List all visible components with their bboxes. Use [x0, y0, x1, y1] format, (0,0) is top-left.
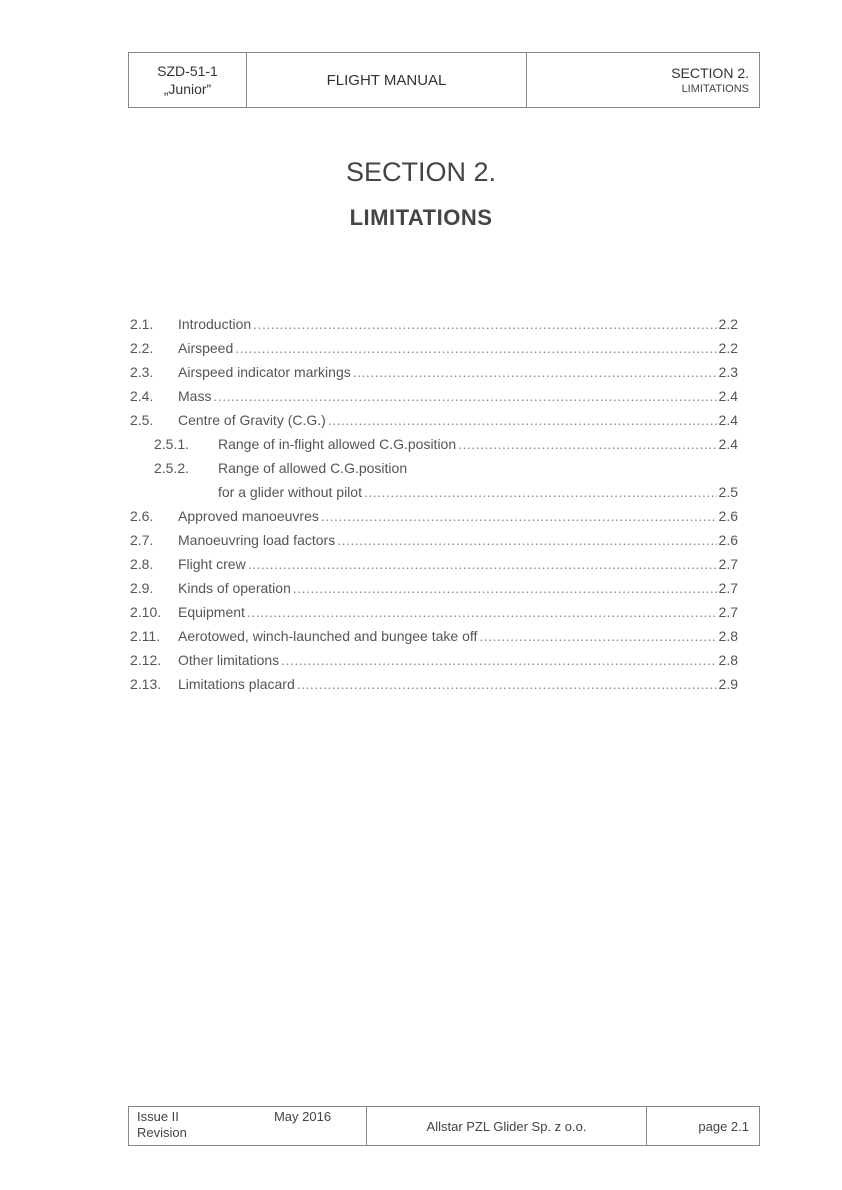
- toc-page: 2.7: [718, 580, 738, 596]
- toc-page: 2.7: [718, 556, 738, 572]
- toc-number: 2.5.: [130, 412, 154, 428]
- header-section-cell: [527, 53, 759, 107]
- toc-number: 2.9.: [130, 580, 154, 596]
- toc-leader: [248, 556, 717, 572]
- toc-label: Centre of Gravity (C.G.): [178, 412, 326, 428]
- toc-number: 2.5.1.: [154, 436, 190, 452]
- toc-number: 2.1.: [130, 316, 154, 332]
- header-model-cell: [129, 53, 247, 107]
- toc-number: 2.10.: [130, 604, 162, 620]
- toc-label: Manoeuvring load factors: [178, 532, 336, 548]
- toc-entry: [130, 556, 738, 580]
- toc-label: Approved manoeuvres: [178, 508, 319, 524]
- header-manual-title: FLIGHT MANUAL: [326, 71, 447, 89]
- footer-issue: Issue II: [137, 1109, 179, 1124]
- toc-page: 2.2: [718, 316, 738, 332]
- toc-leader: [479, 628, 716, 644]
- header-manual-cell: [247, 53, 527, 107]
- toc-label: Mass: [178, 388, 212, 404]
- toc-label: Introduction: [178, 316, 252, 332]
- header-model: SZD-51-1: [157, 63, 218, 79]
- toc-page: 2.9: [718, 676, 738, 692]
- toc-page: 2.4: [718, 436, 738, 452]
- page-header: [128, 52, 760, 108]
- toc-entry: [130, 532, 738, 556]
- toc-number: 2.12.: [130, 652, 162, 668]
- toc-number: 2.4.: [130, 388, 154, 404]
- footer-issue-cell: [129, 1107, 239, 1145]
- toc-label: Range of in-flight allowed C.G.position: [218, 436, 457, 452]
- toc-leader: [353, 364, 717, 380]
- footer-page-number: page 2.1: [698, 1118, 749, 1134]
- toc-page: 2.5: [718, 484, 738, 500]
- toc-entry: [130, 340, 738, 364]
- toc-leader: [235, 340, 716, 356]
- toc-page: 2.3: [718, 364, 738, 380]
- header-glider-name: „Junior”: [163, 81, 212, 97]
- toc-page: 2.6: [718, 508, 738, 524]
- toc-number: 2.13.: [130, 676, 162, 692]
- toc-subentry-continuation: [130, 484, 738, 508]
- toc-entry: [130, 652, 738, 676]
- toc-leader: [247, 604, 717, 620]
- toc-label: Other limitations: [178, 652, 280, 668]
- toc-page: 2.8: [718, 652, 738, 668]
- toc-page: 2.2: [718, 340, 738, 356]
- toc-leader: [321, 508, 717, 524]
- toc-entry: [130, 508, 738, 532]
- toc-page: 2.7: [718, 604, 738, 620]
- header-section: SECTION 2.: [671, 65, 749, 81]
- toc-page: 2.4: [718, 412, 738, 428]
- table-of-contents: [130, 316, 738, 700]
- toc-leader: [364, 484, 717, 500]
- footer-date: May 2016: [239, 1107, 367, 1145]
- toc-number: 2.11.: [130, 628, 161, 644]
- toc-number: 2.6.: [130, 508, 154, 524]
- toc-leader: [213, 388, 716, 404]
- toc-leader: [293, 580, 717, 596]
- toc-entry: [130, 364, 738, 388]
- toc-subentry: [130, 460, 738, 484]
- toc-leader: [458, 436, 716, 452]
- toc-leader: [253, 316, 716, 332]
- toc-page: 2.6: [718, 532, 738, 548]
- toc-leader: [337, 532, 716, 548]
- toc-label: Flight crew: [178, 556, 246, 572]
- toc-label: Limitations placard: [178, 676, 295, 692]
- toc-entry: [130, 316, 738, 340]
- toc-leader: [297, 676, 717, 692]
- toc-leader: [281, 652, 716, 668]
- section-subtitle: LIMITATIONS: [349, 205, 493, 230]
- footer-revision: Revision: [137, 1125, 187, 1140]
- toc-label: Airspeed: [178, 340, 234, 356]
- toc-label: Kinds of operation: [178, 580, 291, 596]
- toc-label: Equipment: [178, 604, 245, 620]
- toc-number: 2.5.2.: [154, 460, 190, 476]
- toc-entry: [130, 604, 738, 628]
- toc-subentry: [130, 436, 738, 460]
- toc-entry: [130, 580, 738, 604]
- toc-label: for a glider without pilot: [218, 484, 362, 500]
- page-footer: [128, 1106, 760, 1146]
- toc-leader: [328, 412, 717, 428]
- toc-label: Range of allowed C.G.position: [218, 460, 408, 476]
- toc-label: Aerotowed, winch-launched and bungee take off: [178, 628, 478, 644]
- toc-page: 2.4: [718, 388, 738, 404]
- toc-number: 2.8.: [130, 556, 154, 572]
- toc-entry: [130, 628, 738, 652]
- section-title: SECTION 2.: [345, 157, 497, 187]
- toc-number: 2.3.: [130, 364, 154, 380]
- toc-page: 2.8: [718, 628, 738, 644]
- toc-label: Airspeed indicator markings: [178, 364, 351, 380]
- toc-entry: [130, 412, 738, 436]
- header-section-name: LIMITATIONS: [681, 83, 749, 95]
- toc-number: 2.2.: [130, 340, 154, 356]
- toc-number: 2.7.: [130, 532, 154, 548]
- toc-entry: [130, 388, 738, 412]
- footer-company: Allstar PZL Glider Sp. z o.o.: [367, 1107, 647, 1145]
- toc-entry: [130, 676, 738, 700]
